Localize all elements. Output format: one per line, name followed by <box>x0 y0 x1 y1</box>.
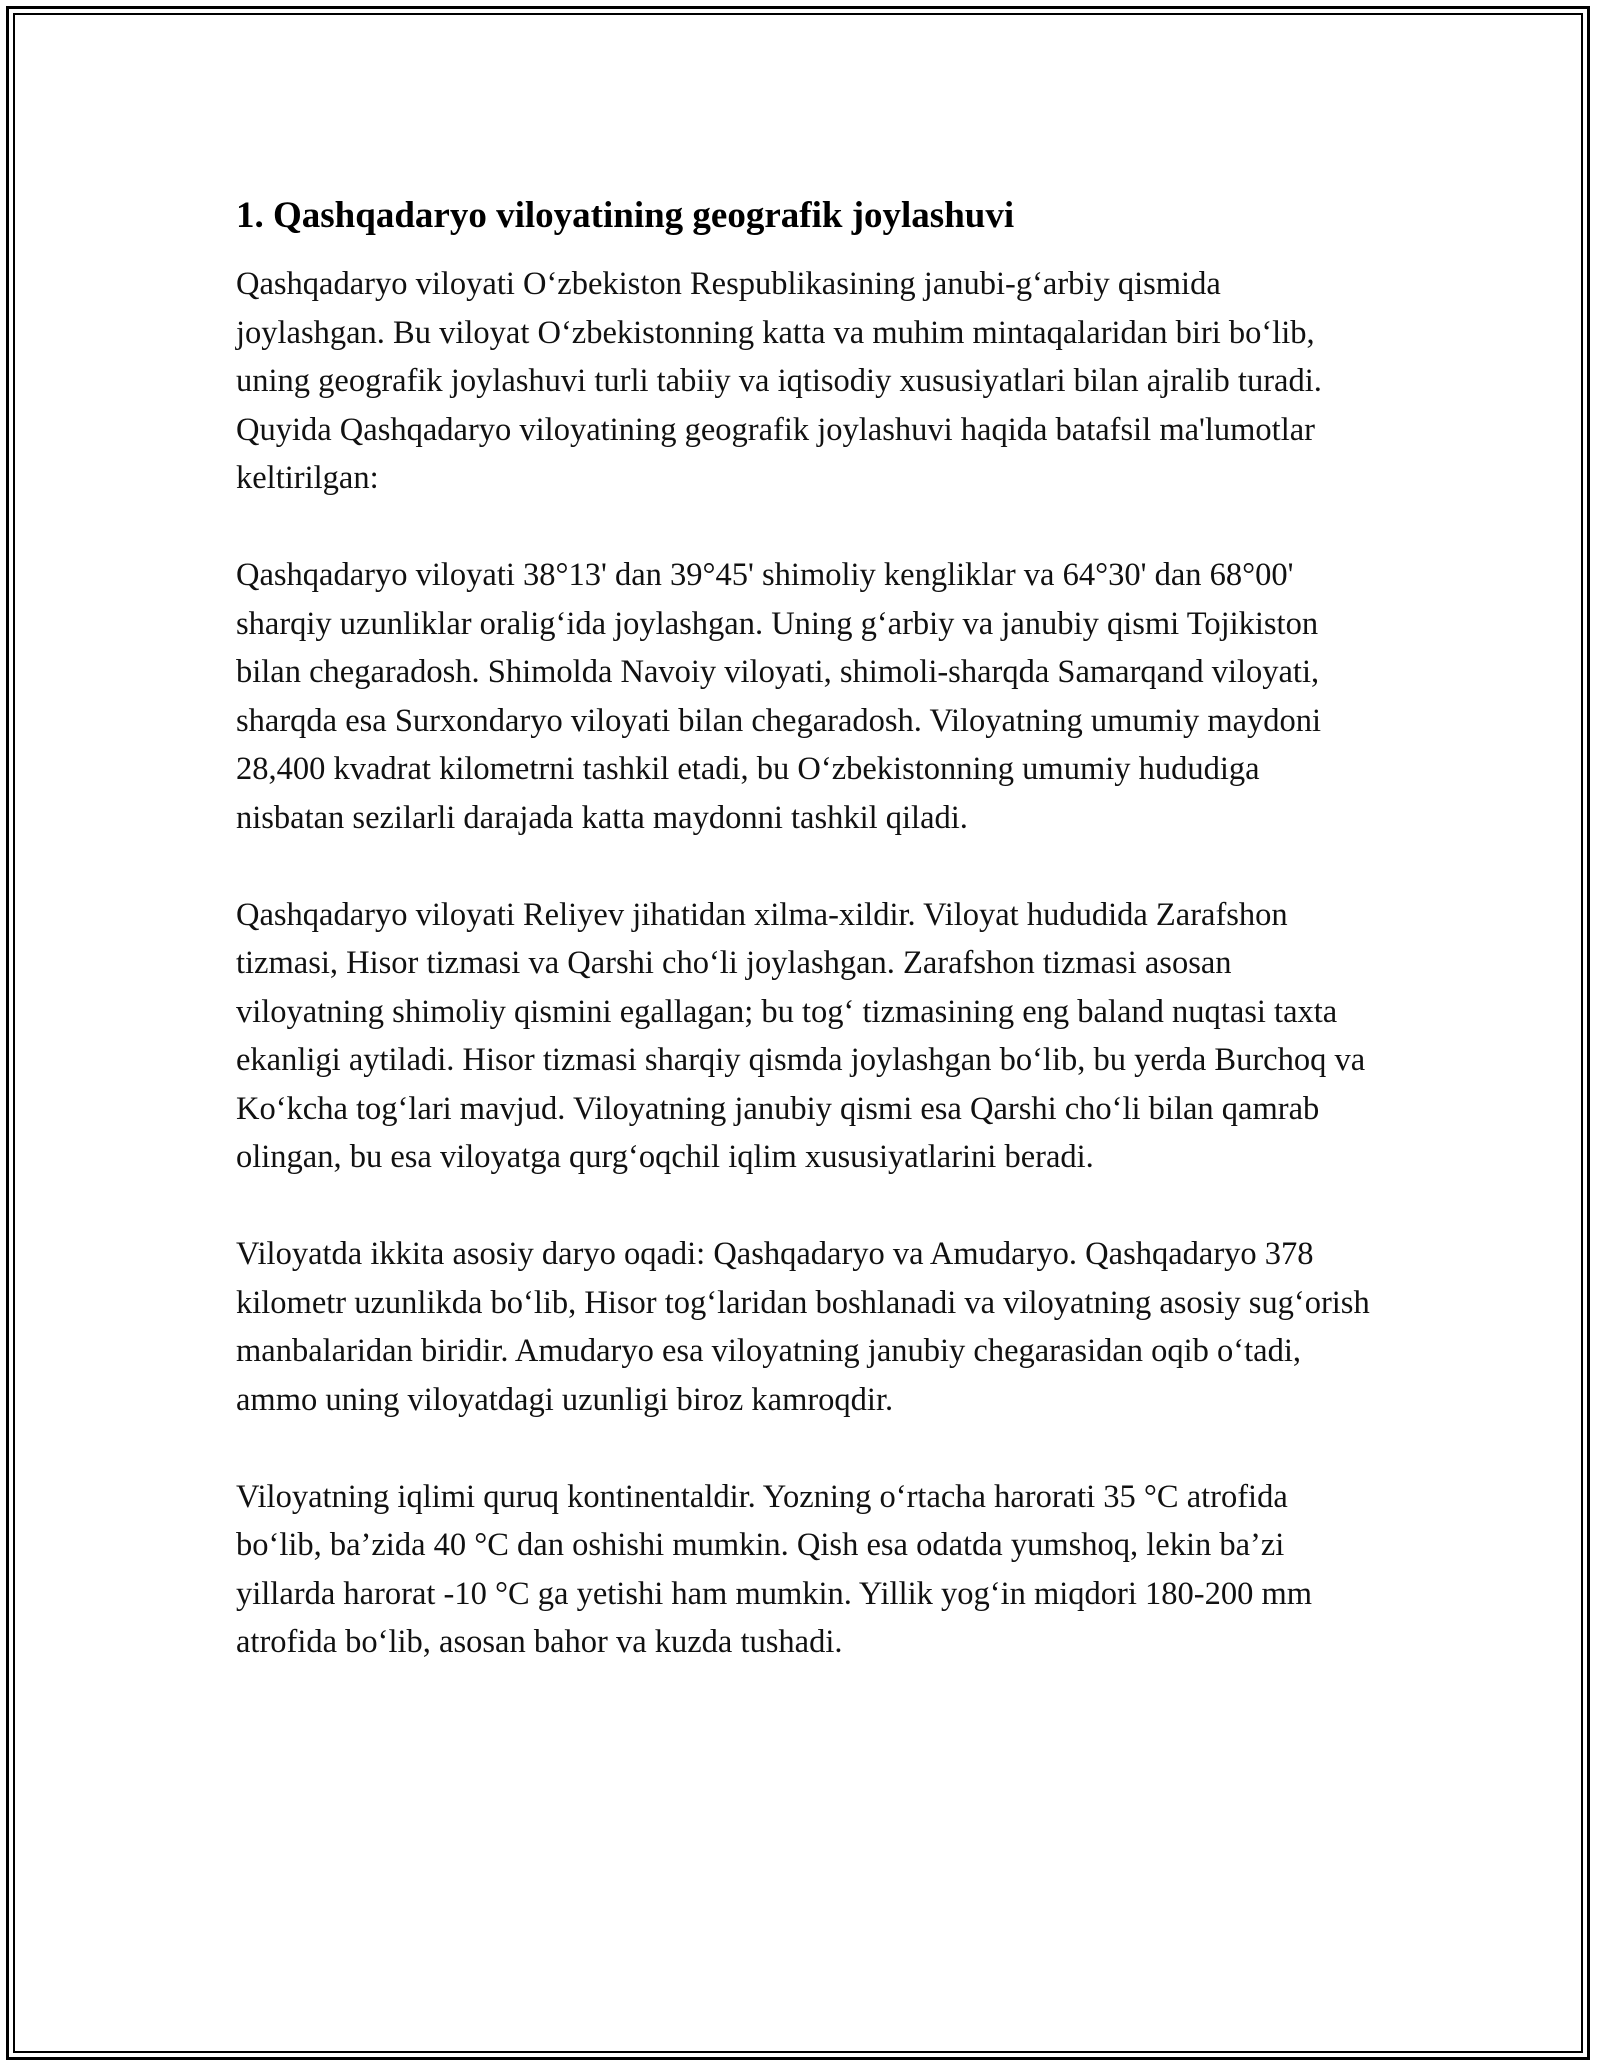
paragraph-relief: Qashqadaryo viloyati Reliyev jihatidan xilma-xildir. Viloyat hududida Zarafshon tizmasi, Hisor tizmasi va Qarshi cho‘li joylashgan. Zarafshon tizmasi asosan viloyatning shimoliy qismini egallagan; bu tog‘ tizmasining eng baland nuqtasi taxta ekanligi aytiladi. Hisor tizmasi sharqiy qismda joylashgan bo‘lib, bu yerda Burchoq va Ko‘kcha tog‘lari mavjud. Viloyatning janubiy qismi esa Qarshi cho‘li bilan qamrab olingan, bu esa viloyatga qurg‘oqchil iqlim xususiyatlarini beradi. <box>236 896 1366 1175</box>
paragraph-intro: Qashqadaryo viloyati O‘zbekiston Respublikasining janubi-g‘arbiy qismida joylashgan. Bu viloyat O‘zbekistonning katta va muhim mintaqalaridan biri bo‘lib, uning geografik joylashuvi turli tabiiy va iqtisodiy xususiyatlari bilan ajralib turadi. Quyida Qashqadaryo viloyatining geografik joylashuvi haqida batafsil ma'lumotlar keltirilgan: <box>236 266 1322 496</box>
paragraph-rivers: Viloyatda ikkita asosiy daryo oqadi: Qashqadaryo va Amudaryo. Qashqadaryo 378 kilometr uzunlikda bo‘lib, Hisor tog‘laridan boshlanadi va viloyatning asosiy sug‘orish manbalaridan biridir. Amudaryo esa viloyatning janubiy chegarasidan oqib o‘tadi, ammo uning viloyatdagi uzunligi biroz kamroqdir. <box>236 1236 1370 1418</box>
paragraph-coordinates: Qashqadaryo viloyati 38°13' dan 39°45' shimoliy kengliklar va 64°30' dan 68°00' sharqiy uzunliklar oralig‘ida joylashgan. Uning g‘arbiy va janubiy qismi Tojikiston bilan chegaradosh. Shimolda Navoiy viloyati, shimoli-sharqda Samarqand viloyati, sharqda esa Surxondaryo viloyati bilan chegaradosh. Viloyatning umumiy maydoni 28,400 kvadrat kilometrni tashkil etadi, bu O‘zbekistonning umumiy hududiga nisbatan sezilarli darajada katta maydonni tashkil qiladi. <box>236 557 1322 836</box>
document-body <box>236 188 1376 1715</box>
paragraph-climate: Viloyatning iqlimi quruq kontinentaldir. Yozning o‘rtacha harorati 35 °C atrofida bo‘lib, ba’zida 40 °C dan oshishi mumkin. Qish esa odatda yumshoq, lekin ba’zi yillarda harorat -10 °C ga yetishi ham mumkin. Yillik yog‘in miqdori 180-200 mm atrofida bo‘lib, asosan bahor va kuzda tushadi. <box>236 1478 1313 1660</box>
section-title: 1. Qashqadaryo viloyatining geografik joylashuvi <box>236 195 1015 236</box>
